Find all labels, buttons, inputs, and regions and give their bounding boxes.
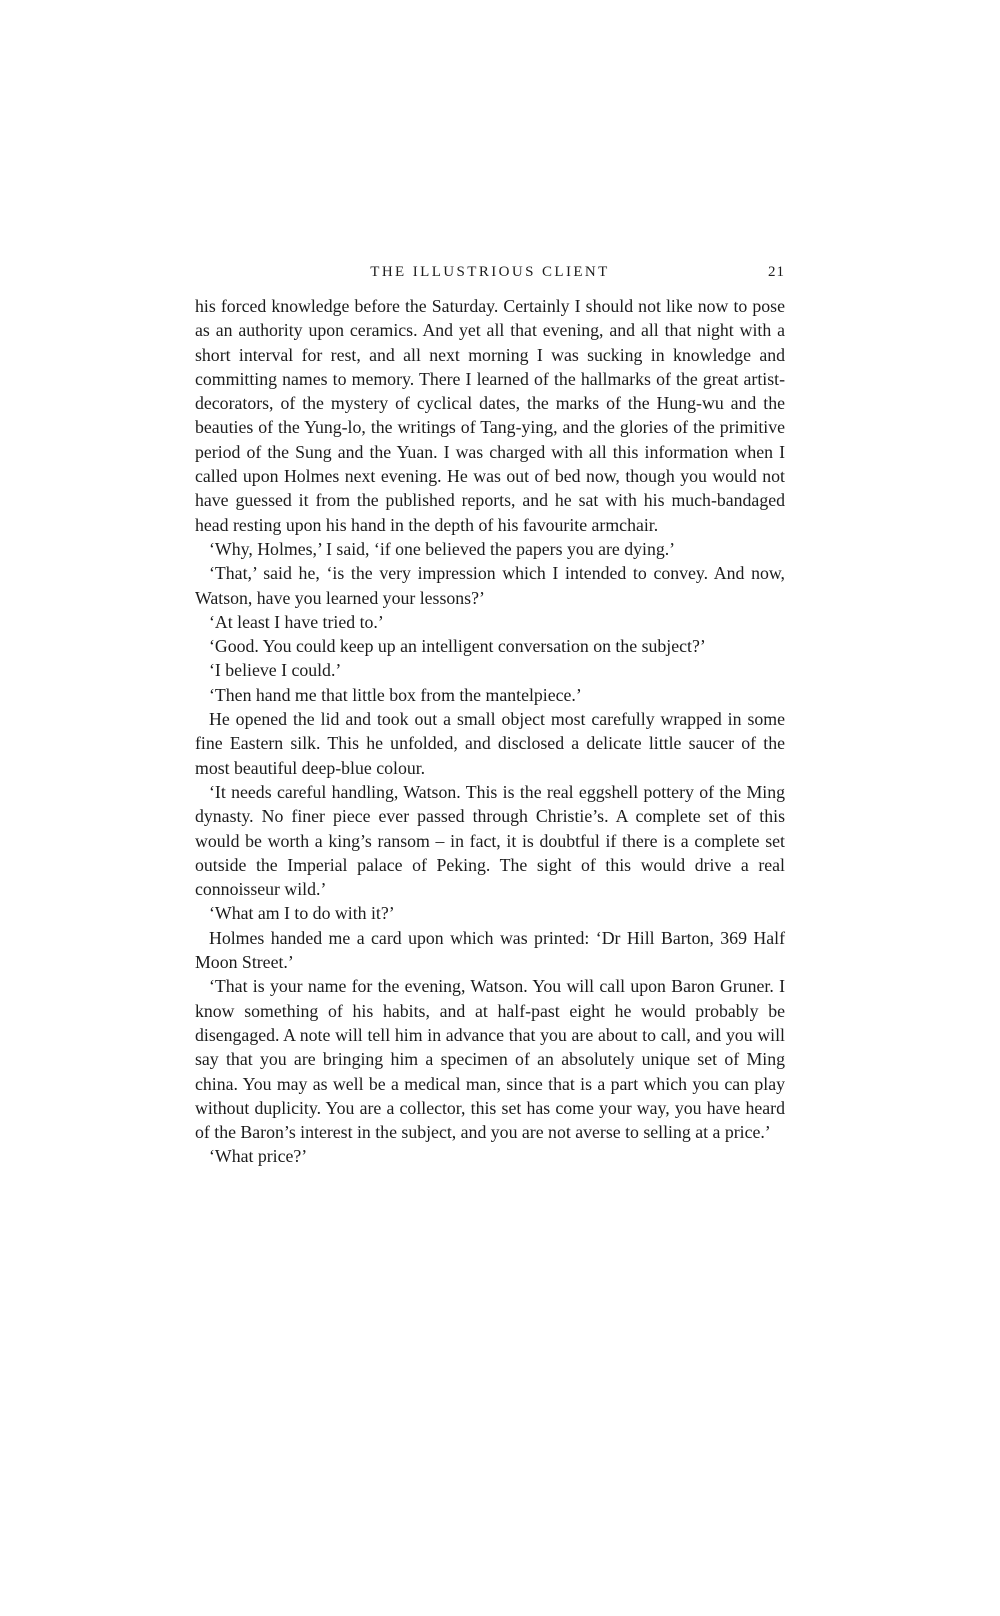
running-head [195,264,785,284]
paragraph-1: his forced knowledge before the Saturday. Certainly I should not like now to pose as an authority upon ceramics. And yet all that evening, and all that night with a short interval for rest, and all next morning I was sucking in knowledge and committing names to memory. There I learned of the hallmarks of the great artist-decorators, of the mystery of cyclical dates, the marks of the Hung-wu and the beauties of the Yung-lo, the writings of Tang-ying, and the glories of the primitive period of the Sung and the Yuan. I was charged with all this information when I called upon Holmes next evening. He was out of bed now, though you would not have guessed it from the published reports, and he sat with his much-bandaged head resting upon his hand in the depth of his favourite armchair. [195,296,785,535]
paragraph-4: ‘At least I have tried to.’ [209,611,384,632]
paragraph-13: ‘What price?’ [209,1146,308,1167]
book-page [195,264,785,1169]
paragraph-8: He opened the lid and took out a small object most carefully wrapped in some fine Eastern silk. This he unfolded, and disclosed a delicate little saucer of the most beautiful deep-blue colour. [195,709,785,778]
paragraph-7: ‘Then hand me that little box from the mantelpiece.’ [209,684,582,705]
paragraph-12: ‘That is your name for the evening, Watson. You will call upon Baron Gruner. I know something of his habits, and at half-past eight he would probably be disengaged. A note will tell him in advance that you are about to call, and you will say that you are bringing him a specimen of an absolutely unique set of Ming china. You may as well be a medical man, since that is a part which you can play without duplicity. You are a collector, this set has come your way, you have heard of the Baron’s interest in the subject, and you are not averse to selling at a price.’ [195,976,785,1143]
paragraph-6: ‘I believe I could.’ [209,660,342,681]
paragraph-9: ‘It needs careful handling, Watson. This is the real eggshell pottery of the Ming dynasty. No finer piece ever passed through Christie’s. A complete set of this would be worth a king’s ransom – in fact, it is doubtful if there is a complete set outside the Imperial palace of Peking. The sight of this would drive a real connoisseur wild.’ [195,781,785,900]
paragraph-11: Holmes handed me a card upon which was printed: ‘Dr Hill Barton, 369 Half Moon Street.’ [195,927,785,973]
paragraph-3: ‘That,’ said he, ‘is the very impression which I intended to convey. And now, Watson, have you learned your lessons?’ [195,563,785,608]
paragraph-5: ‘Good. You could keep up an intelligent conversation on the subject?’ [209,636,706,657]
body-text [195,294,785,1169]
running-title: THE ILLUSTRIOUS CLIENT [370,264,610,280]
page-number: 21 [768,264,785,280]
paragraph-10: ‘What am I to do with it?’ [209,903,395,924]
paragraph-2: ‘Why, Holmes,’ I said, ‘if one believed the papers you are dying.’ [209,538,676,559]
